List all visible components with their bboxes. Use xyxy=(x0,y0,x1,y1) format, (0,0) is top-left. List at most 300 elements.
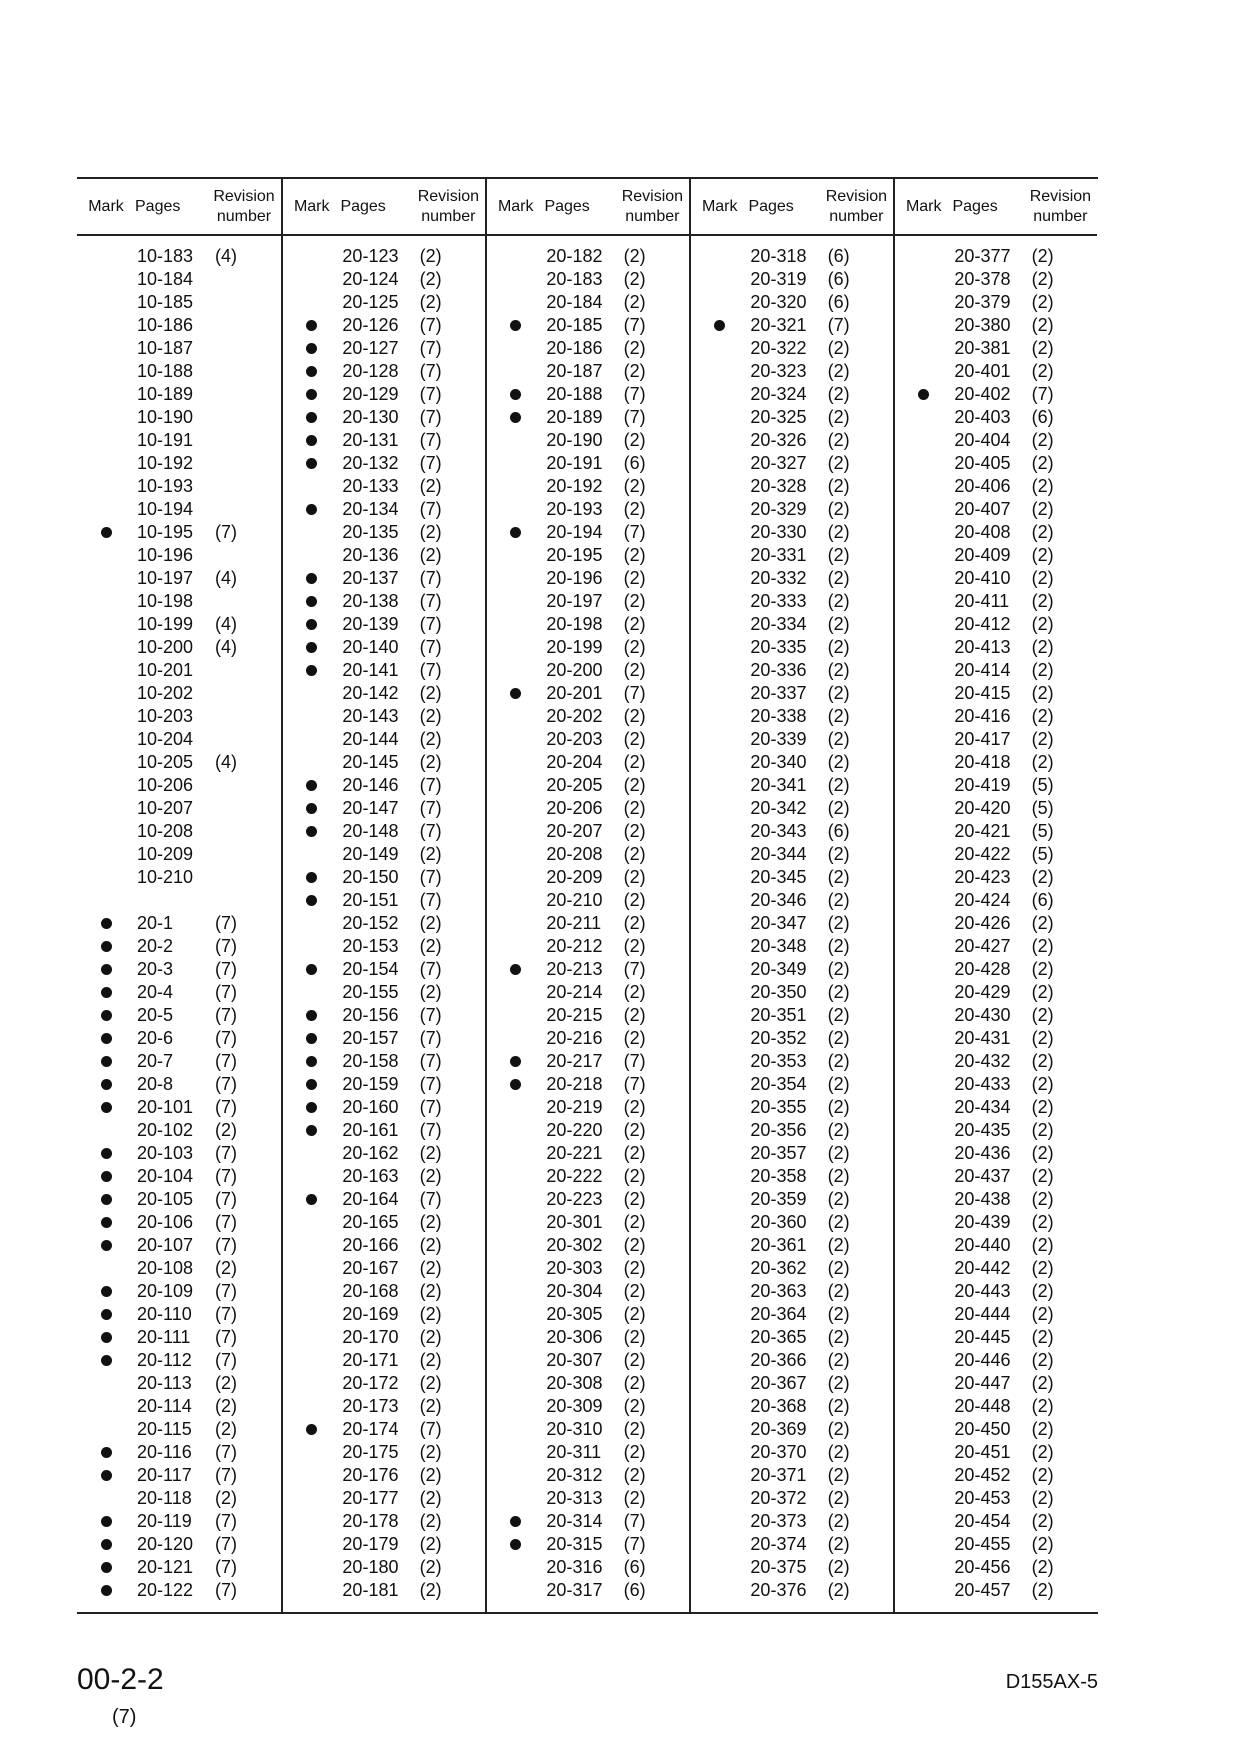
page-cell: 20-133 xyxy=(342,476,399,496)
mark-cell xyxy=(77,1309,135,1320)
revision-cell: (2) xyxy=(623,591,646,611)
page-cell: 20-104 xyxy=(137,1166,194,1186)
table-row xyxy=(77,498,281,521)
page-cell: 20-195 xyxy=(546,545,603,565)
table-rows xyxy=(77,245,281,1602)
page-cell: 20-333 xyxy=(750,591,807,611)
table-row xyxy=(895,751,1097,774)
mark-cell xyxy=(77,1079,135,1090)
revision-cell: (2) xyxy=(1031,1281,1054,1301)
page-cell: 20-350 xyxy=(750,982,807,1002)
table-row xyxy=(77,820,281,843)
mark-cell xyxy=(283,389,340,400)
table-row xyxy=(691,1418,893,1441)
mark-cell xyxy=(283,366,340,377)
table-row xyxy=(77,291,281,314)
revision-cell: (2) xyxy=(419,1488,442,1508)
page-cell: 20-377 xyxy=(954,246,1011,266)
table-row xyxy=(895,889,1097,912)
revision-mark-icon xyxy=(101,1585,112,1596)
page-cell: 20-331 xyxy=(750,545,807,565)
revision-cell: (2) xyxy=(623,1258,646,1278)
table-row xyxy=(691,958,893,981)
page-cell: 20-156 xyxy=(342,1005,399,1025)
mark-cell xyxy=(895,389,952,400)
revision-cell: (2) xyxy=(1031,1074,1054,1094)
page-cell: 10-190 xyxy=(137,407,194,427)
page-cell: 20-423 xyxy=(954,867,1011,887)
page-cell: 20-139 xyxy=(342,614,399,634)
page-cell: 20-8 xyxy=(137,1074,174,1094)
table-row xyxy=(77,360,281,383)
header-pages: Pages xyxy=(135,197,181,215)
revision-cell: (2) xyxy=(623,752,646,772)
revision-cell: (6) xyxy=(1031,407,1054,427)
revision-cell: (2) xyxy=(827,1350,850,1370)
revision-cell: (2) xyxy=(1031,246,1054,266)
table-row xyxy=(895,475,1097,498)
revision-cell: (7) xyxy=(419,1189,442,1209)
page-cell: 20-454 xyxy=(954,1511,1011,1531)
page-cell: 20-405 xyxy=(954,453,1011,473)
table-row xyxy=(283,590,485,613)
revision-cell: (7) xyxy=(215,1281,237,1301)
table-row xyxy=(895,1165,1097,1188)
table-row xyxy=(283,636,485,659)
revision-cell: (2) xyxy=(419,729,442,749)
revision-cell: (2) xyxy=(1031,1534,1054,1554)
revision-cell: (2) xyxy=(827,1074,850,1094)
table-row xyxy=(895,659,1097,682)
revision-mark-icon xyxy=(306,780,317,791)
table-row xyxy=(283,1487,485,1510)
page-cell: 20-407 xyxy=(954,499,1011,519)
revision-cell: (7) xyxy=(419,384,442,404)
revision-cell: (7) xyxy=(215,1534,237,1554)
page-cell: 20-355 xyxy=(750,1097,807,1117)
page-cell: 20-179 xyxy=(342,1534,399,1554)
mark-cell xyxy=(283,803,340,814)
mark-cell xyxy=(283,780,340,791)
revision-cell: (7) xyxy=(215,1235,237,1255)
table-row xyxy=(895,1349,1097,1372)
revision-cell: (2) xyxy=(419,1396,442,1416)
page-cell: 10-199 xyxy=(137,614,194,634)
table-row xyxy=(283,774,485,797)
table-row xyxy=(487,705,689,728)
page-cell: 20-305 xyxy=(546,1304,603,1324)
page-cell: 20-456 xyxy=(954,1557,1011,1577)
revision-mark-icon xyxy=(101,1194,112,1205)
table-row xyxy=(487,1556,689,1579)
revision-cell: (2) xyxy=(1031,1511,1054,1531)
table-row xyxy=(77,935,281,958)
page-cell: 20-413 xyxy=(954,637,1011,657)
table-row xyxy=(691,1050,893,1073)
revision-cell: (2) xyxy=(215,1373,237,1393)
revision-mark-icon xyxy=(306,1125,317,1136)
revision-cell: (2) xyxy=(623,936,646,956)
table-row xyxy=(283,452,485,475)
revision-cell: (7) xyxy=(215,936,237,956)
page-cell: 20-322 xyxy=(750,338,807,358)
page-cell: 20-368 xyxy=(750,1396,807,1416)
revision-cell: (2) xyxy=(623,913,646,933)
page-cell: 20-359 xyxy=(750,1189,807,1209)
page-cell: 20-211 xyxy=(546,913,602,933)
page-cell: 20-5 xyxy=(137,1005,174,1025)
page-cell: 20-196 xyxy=(546,568,603,588)
revision-cell: (2) xyxy=(827,1442,850,1462)
page-cell: 20-118 xyxy=(137,1488,192,1508)
page-cell: 10-197 xyxy=(137,568,194,588)
revision-cell: (7) xyxy=(623,1051,646,1071)
mark-cell xyxy=(77,1355,135,1366)
page-cell: 20-340 xyxy=(750,752,807,772)
table-row xyxy=(691,1533,893,1556)
table-row xyxy=(487,1004,689,1027)
table-row xyxy=(77,475,281,498)
page-cell: 20-182 xyxy=(546,246,603,266)
table-row xyxy=(895,1257,1097,1280)
page-cell: 20-190 xyxy=(546,430,603,450)
revision-cell: (6) xyxy=(1031,890,1054,910)
table-row xyxy=(77,889,281,912)
revision-mark-icon xyxy=(306,1079,317,1090)
table-row xyxy=(283,1188,485,1211)
mark-cell xyxy=(487,320,544,331)
revision-cell: (2) xyxy=(623,1304,646,1324)
table-row xyxy=(77,1188,281,1211)
revision-cell: (7) xyxy=(419,568,442,588)
table-header xyxy=(283,179,485,236)
revision-cell: (6) xyxy=(827,292,850,312)
revision-cell: (2) xyxy=(419,522,442,542)
revision-cell: (7) xyxy=(623,522,646,542)
page-cell: 20-330 xyxy=(750,522,807,542)
page-cell: 20-101 xyxy=(137,1097,194,1117)
page-cell: 20-221 xyxy=(546,1143,603,1163)
header-pages: Pages xyxy=(748,197,794,215)
table-row xyxy=(77,1487,281,1510)
mark-cell xyxy=(77,1516,135,1527)
revision-cell: (2) xyxy=(827,453,850,473)
revision-cell: (7) xyxy=(215,1350,237,1370)
table-row xyxy=(487,912,689,935)
page-cell: 20-348 xyxy=(750,936,807,956)
table-row xyxy=(77,1326,281,1349)
table-row xyxy=(77,1579,281,1602)
revision-cell: (2) xyxy=(1031,1028,1054,1048)
table-row xyxy=(691,889,893,912)
revision-cell: (7) xyxy=(419,407,442,427)
revision-cell: (6) xyxy=(623,1580,646,1600)
revision-cell: (2) xyxy=(623,1189,646,1209)
table-row xyxy=(283,613,485,636)
revision-cell: (2) xyxy=(623,729,646,749)
table-row xyxy=(77,843,281,866)
table-row xyxy=(487,1395,689,1418)
page-cell: 20-362 xyxy=(750,1258,807,1278)
revision-mark-icon xyxy=(101,1470,112,1481)
header-mark: Mark xyxy=(497,197,534,215)
header-revision-line2: number xyxy=(216,207,272,225)
page-cell: 20-120 xyxy=(137,1534,194,1554)
revision-cell: (2) xyxy=(1031,430,1054,450)
table-row xyxy=(283,1510,485,1533)
table-row xyxy=(895,590,1097,613)
revision-cell: (2) xyxy=(1031,1304,1054,1324)
mark-cell xyxy=(77,1056,135,1067)
page-cell: 10-196 xyxy=(137,545,194,565)
table-row xyxy=(895,1441,1097,1464)
page-cell: 20-326 xyxy=(750,430,807,450)
revision-cell: (7) xyxy=(215,1051,237,1071)
page-cell: 20-117 xyxy=(137,1465,192,1485)
mark-cell xyxy=(77,1194,135,1205)
table-row xyxy=(283,751,485,774)
revision-cell: (2) xyxy=(623,499,646,519)
revision-cell: (2) xyxy=(827,660,850,680)
revision-cell: (2) xyxy=(827,430,850,450)
table-row xyxy=(77,1211,281,1234)
revision-mark-icon xyxy=(306,435,317,446)
page-cell: 20-422 xyxy=(954,844,1011,864)
revision-cell: (2) xyxy=(827,338,850,358)
page-cell: 20-412 xyxy=(954,614,1011,634)
page-cell: 20-106 xyxy=(137,1212,194,1232)
revision-cell: (7) xyxy=(419,890,442,910)
revision-cell: (2) xyxy=(623,1442,646,1462)
page-cell: 20-311 xyxy=(546,1442,602,1462)
page-cell: 20-403 xyxy=(954,407,1011,427)
page-cell: 20-303 xyxy=(546,1258,603,1278)
revision-cell: (2) xyxy=(419,1350,442,1370)
revision-cell: (2) xyxy=(215,1488,237,1508)
revision-cell: (7) xyxy=(419,1097,442,1117)
revision-cell: (2) xyxy=(827,1373,850,1393)
table-row xyxy=(283,1326,485,1349)
revision-mark-icon xyxy=(306,1102,317,1113)
table-row xyxy=(283,521,485,544)
revision-cell: (5) xyxy=(1031,798,1054,818)
revision-mark-icon xyxy=(306,1010,317,1021)
table-row xyxy=(487,682,689,705)
table-row xyxy=(487,452,689,475)
revision-cell: (4) xyxy=(215,637,237,657)
revision-cell: (7) xyxy=(623,1534,646,1554)
table-row xyxy=(77,314,281,337)
page-cell: 20-132 xyxy=(342,453,399,473)
revision-cell: (2) xyxy=(215,1419,237,1439)
page-number: 00-2-2 xyxy=(77,1663,164,1696)
table-row xyxy=(487,544,689,567)
revision-cell: (2) xyxy=(827,614,850,634)
page-cell: 20-113 xyxy=(137,1373,192,1393)
page-cell: 20-324 xyxy=(750,384,807,404)
revision-mark-icon xyxy=(510,527,521,538)
revision-cell: (2) xyxy=(827,1304,850,1324)
table-row xyxy=(283,1142,485,1165)
page-cell: 20-451 xyxy=(954,1442,1011,1462)
revision-cell: (2) xyxy=(827,1419,850,1439)
page-cell: 20-339 xyxy=(750,729,807,749)
revision-cell: (2) xyxy=(1031,1166,1054,1186)
revision-cell: (7) xyxy=(623,683,646,703)
page-cell: 20-122 xyxy=(137,1580,194,1600)
page-cell: 20-220 xyxy=(546,1120,603,1140)
page-cell: 10-201 xyxy=(137,660,194,680)
table-row xyxy=(283,1464,485,1487)
header-revision-line1: Revision xyxy=(621,187,684,205)
revision-cell: (2) xyxy=(827,1120,850,1140)
page-cell: 20-427 xyxy=(954,936,1011,956)
revision-cell: (2) xyxy=(827,1580,850,1600)
table-row xyxy=(691,590,893,613)
revision-cell: (7) xyxy=(419,798,442,818)
revision-cell: (2) xyxy=(827,1028,850,1048)
table-row xyxy=(77,981,281,1004)
table-row xyxy=(487,1510,689,1533)
revision-cell: (2) xyxy=(419,1373,442,1393)
revision-mark-icon xyxy=(510,688,521,699)
table-row xyxy=(283,1165,485,1188)
revision-cell: (2) xyxy=(1031,1051,1054,1071)
table-row xyxy=(487,291,689,314)
table-row xyxy=(77,452,281,475)
table-row xyxy=(691,1441,893,1464)
table-row xyxy=(487,1487,689,1510)
revision-mark-icon xyxy=(101,1010,112,1021)
page-cell: 20-208 xyxy=(546,844,603,864)
page-cell: 20-129 xyxy=(342,384,399,404)
revision-cell: (2) xyxy=(419,1465,442,1485)
page-cell: 20-341 xyxy=(750,775,807,795)
revision-cell: (2) xyxy=(827,1051,850,1071)
table-row xyxy=(77,751,281,774)
page-cell: 20-218 xyxy=(546,1074,603,1094)
table-row xyxy=(895,1510,1097,1533)
page-cell: 20-369 xyxy=(750,1419,807,1439)
table-row xyxy=(691,912,893,935)
mark-cell xyxy=(283,1102,340,1113)
revision-cell: (7) xyxy=(419,1419,442,1439)
revision-cell: (2) xyxy=(419,1534,442,1554)
revision-mark-icon xyxy=(101,1171,112,1182)
table-row xyxy=(283,1349,485,1372)
revision-cell: (2) xyxy=(215,1258,237,1278)
page-cell: 20-172 xyxy=(342,1373,399,1393)
table-column xyxy=(689,179,893,1612)
revision-cell: (2) xyxy=(623,1212,646,1232)
page-cell: 20-426 xyxy=(954,913,1011,933)
revision-cell: (2) xyxy=(419,1166,442,1186)
table-row xyxy=(895,1579,1097,1602)
page-cell: 20-150 xyxy=(342,867,399,887)
revision-cell: (2) xyxy=(827,959,850,979)
table-row xyxy=(895,544,1097,567)
page-cell: 20-141 xyxy=(342,660,399,680)
table-row xyxy=(487,889,689,912)
table-row xyxy=(895,1188,1097,1211)
revision-cell: (7) xyxy=(215,1212,237,1232)
revision-cell: (2) xyxy=(623,1373,646,1393)
table-row xyxy=(77,705,281,728)
page-cell: 20-420 xyxy=(954,798,1011,818)
page-cell: 20-201 xyxy=(546,683,603,703)
page-cell: 20-357 xyxy=(750,1143,807,1163)
page-cell: 20-177 xyxy=(342,1488,399,1508)
revision-cell: (7) xyxy=(419,1074,442,1094)
page-cell: 20-410 xyxy=(954,568,1011,588)
page-cell: 20-203 xyxy=(546,729,603,749)
page-cell: 10-210 xyxy=(137,867,194,887)
mark-cell xyxy=(283,573,340,584)
table-row xyxy=(487,590,689,613)
table-row xyxy=(487,1280,689,1303)
page-cell: 10-207 xyxy=(137,798,194,818)
table-header xyxy=(77,179,281,236)
page-cell: 20-181 xyxy=(342,1580,399,1600)
table-row xyxy=(487,636,689,659)
table-row xyxy=(283,475,485,498)
page-cell: 20-416 xyxy=(954,706,1011,726)
mark-cell xyxy=(487,688,544,699)
table-row xyxy=(895,912,1097,935)
revision-cell: (2) xyxy=(1031,660,1054,680)
revision-cell: (7) xyxy=(419,1051,442,1071)
table-row xyxy=(487,1326,689,1349)
table-column xyxy=(893,179,1097,1612)
mark-cell xyxy=(77,1447,135,1458)
table-rows xyxy=(895,245,1097,1602)
revision-mark-icon xyxy=(306,458,317,469)
page-cell: 20-164 xyxy=(342,1189,399,1209)
revision-cell: (2) xyxy=(623,637,646,657)
table-row xyxy=(283,1441,485,1464)
header-pages: Pages xyxy=(340,197,386,215)
page-cell: 20-121 xyxy=(137,1557,194,1577)
page-cell: 20-313 xyxy=(546,1488,603,1508)
revision-cell: (7) xyxy=(215,959,237,979)
table-row xyxy=(895,613,1097,636)
page-cell: 20-134 xyxy=(342,499,399,519)
revision-mark-icon xyxy=(101,1056,112,1067)
table-header xyxy=(691,179,893,236)
revision-cell: (4) xyxy=(215,614,237,634)
table-row xyxy=(487,1096,689,1119)
page-cell: 20-110 xyxy=(137,1304,192,1324)
revision-cell: (7) xyxy=(215,1028,237,1048)
mark-cell xyxy=(283,1033,340,1044)
table-row xyxy=(487,1188,689,1211)
table-header xyxy=(487,179,689,236)
revision-cell: (2) xyxy=(827,637,850,657)
table-row xyxy=(895,1119,1097,1142)
table-row xyxy=(77,958,281,981)
table-row xyxy=(691,728,893,751)
table-row xyxy=(77,659,281,682)
table-row xyxy=(691,705,893,728)
page-cell: 20-165 xyxy=(342,1212,399,1232)
page-cell: 20-178 xyxy=(342,1511,399,1531)
table-row xyxy=(895,1211,1097,1234)
table-row xyxy=(77,912,281,935)
table-row xyxy=(487,843,689,866)
table-row xyxy=(895,1004,1097,1027)
page-cell: 20-143 xyxy=(342,706,399,726)
page-cell: 20-186 xyxy=(546,338,603,358)
